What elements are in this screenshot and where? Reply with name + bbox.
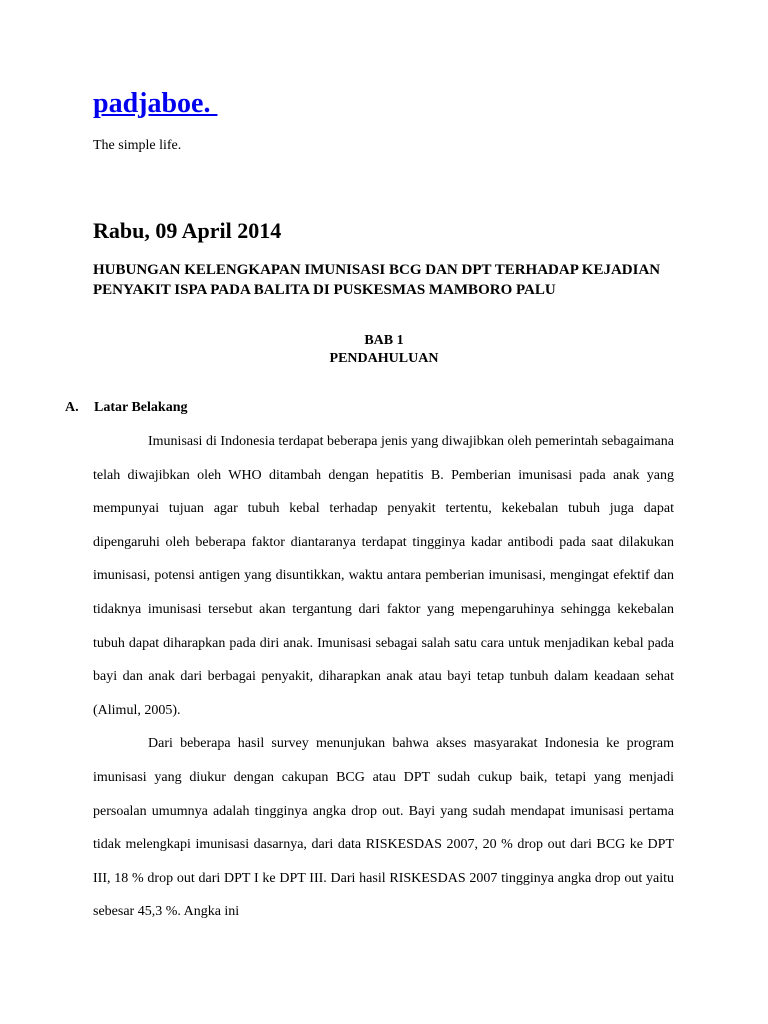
body-paragraph: Dari beberapa hasil survey menunjukan bahwa akses masyarakat Indonesia ke program imunisasi yang diukur dengan cakupan BCG atau DPT sudah cukup baik, tetapi yang menjadi persoalan umumnya adalah tingginya angka drop out. Bayi yang sudah mendapat imunisasi pertama tidak melengkapi imunisasi dasarnya, dari data RISKESDAS 2007, 20 % drop out dari BCG ke DPT III, 18 % drop out dari DPT I ke DPT III. Dari hasil RISKESDAS 2007 tingginya angka drop out yaitu sebesar 45,3 %. Angka ini [93, 736, 674, 920]
post-date: Rabu, 09 April 2014 [93, 218, 282, 243]
body-paragraph: Imunisasi di Indonesia terdapat beberapa jenis yang diwajibkan oleh pemerintah sebagaimana telah diwajibkan oleh WHO ditambah dengan hepatitis B. Pemberian imunisasi pada anak yang mempunyai tujuan agar tubuh kebal terhadap penyakit tertentu, kekebalan tubuh juga dapat dipengaruhi oleh beberapa faktor diantaranya terdapat tingginya kadar antibodi pada saat dilakukan imunisasi, potensi antigen yang disuntikkan, waktu antara pemberian imunisasi, mengingat efektif dan tidaknya imunisasi tersebut akan tergantung dari faktor yang mepengaruhinya sehingga kekebalan tubuh dapat diharapkan pada diri anak. Imunisasi sebagai salah satu cara untuk menjadikan kebal pada bayi dan anak dari berbagai penyakit, diharapkan anak atau bayi tetap tunbuh dalam keadaan sehat (Alimul, 2005). [93, 434, 674, 718]
chapter-number: BAB 1 [364, 333, 404, 348]
section-heading-text: Latar Belakang [94, 400, 188, 415]
blog-description: The simple life. [93, 138, 182, 153]
chapter-title: PENDAHULUAN [329, 351, 439, 366]
section-marker: A. [65, 400, 79, 415]
blog-title-link[interactable]: padjaboe. [93, 88, 218, 119]
post-title: HUBUNGAN KELENGKAPAN IMUNISASI BCG DAN DPT TERHADAP KEJADIAN PENYAKIT ISPA PADA BALITA DI PUSKESMAS MAMBORO PALU [93, 262, 661, 298]
article-body [93, 425, 674, 929]
section-heading [65, 400, 187, 416]
